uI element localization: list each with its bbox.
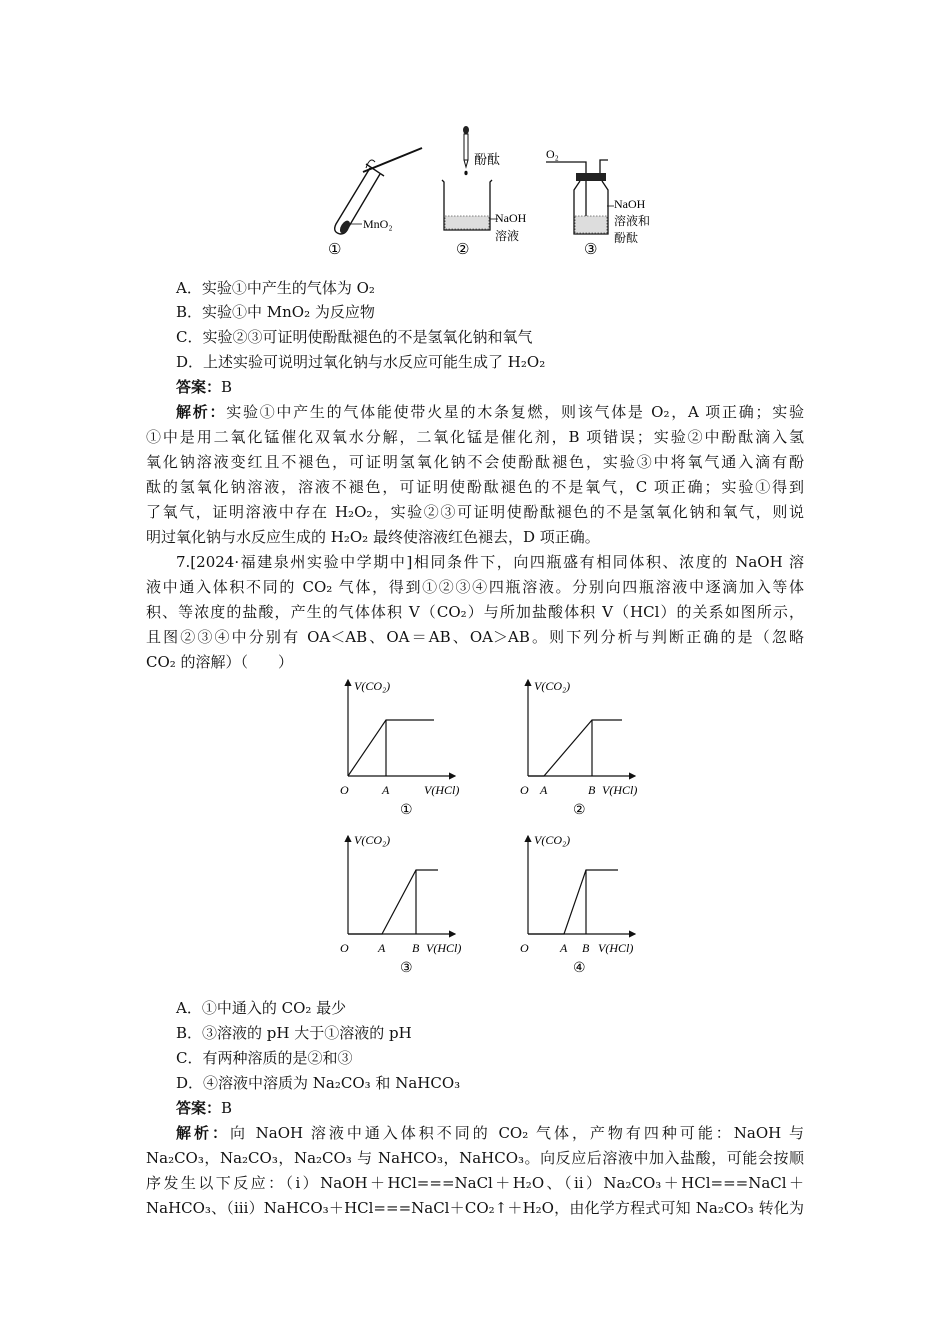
graph-3-x-label: V(HCl) xyxy=(426,941,462,955)
q6-option-a: A．实验①中产生的气体为 O₂ xyxy=(176,279,375,297)
graph-1-origin: O xyxy=(340,783,349,797)
apparatus-figure xyxy=(318,120,658,260)
graph-2-origin: O xyxy=(520,783,529,797)
graphs-figure xyxy=(330,672,660,982)
phenolphthalein-3-label: 酚酞 xyxy=(614,231,639,245)
graph-4-point-b: B xyxy=(582,941,590,955)
q6-analysis-line-3: 氧化钠溶液变红且不褪色，可证明氢氧化钠不会使酚酞褪色，实验③中将氧气通入滴有酚 xyxy=(146,453,804,471)
graph-1-caption: ① xyxy=(400,803,413,818)
answer-label: 答案： xyxy=(176,378,222,396)
q7-option-a: A．①中通入的 CO₂ 最少 xyxy=(176,999,347,1017)
solution-label: 溶液 xyxy=(495,229,520,243)
q6-analysis-line-4: 酞的氢氧化钠溶液，溶液不褪色，可证明使酚酞褪色的不是氧气，C 项正确；实验①得到 xyxy=(146,478,804,496)
graph-4-x-label: V(HCl) xyxy=(598,941,634,955)
q6-option-b: B．实验①中 MnO₂ 为反应物 xyxy=(176,303,375,321)
q7-analysis-line-3: 序发生以下反应：（ⅰ）NaOH＋HCl===NaCl＋H₂O、（ⅱ）Na₂CO₃＋HCl===NaCl＋ xyxy=(146,1174,804,1192)
q7-analysis-line-4: NaHCO₃、（ⅲ）NaHCO₃＋HCl===NaCl＋CO₂↑＋H₂O，由化学方程式可知 Na₂CO₃ 转化为 xyxy=(146,1199,804,1217)
graph-3-y-label: V(CO₂) xyxy=(354,833,391,847)
q6-analysis-line-6: 明过氧化钠与水反应生成的 H₂O₂ 最终使溶液红色褪去，D 项正确。 xyxy=(146,528,600,546)
setup-2-number: ② xyxy=(456,242,470,258)
phenolphthalein-label: 酚酞 xyxy=(474,152,501,167)
q7-option-c: C．有两种溶质的是②和③ xyxy=(176,1049,353,1067)
test-tube-setup xyxy=(328,148,422,258)
q6-option-c: C．实验②③可证明使酚酞褪色的不是氢氧化钠和氧气 xyxy=(176,328,533,346)
q6-answer xyxy=(176,375,232,399)
mno2-label: MnO₂ xyxy=(363,217,393,231)
q6-analysis-line-5: 了氧气，证明溶液中存在 H₂O₂，实验②③可证明使酚酞褪色的不是氢氧化钠和氧气，则说 xyxy=(146,503,804,521)
answer-value: B xyxy=(221,378,233,396)
graph-3-origin: O xyxy=(340,941,349,955)
setup-1-number: ① xyxy=(328,242,342,258)
q7-analysis-line-1: 解析：向 NaOH 溶液中通入体积不同的 CO₂ 气体，产物有四种可能：NaOH 与 xyxy=(176,1124,804,1142)
solution-and-label: 溶液和 xyxy=(614,214,651,228)
o2-label: O₂ xyxy=(546,147,559,161)
q6-analysis-line-2: ①中是用二氧化锰催化双氧水分解，二氧化锰是催化剂，B 项错误；实验②中酚酞滴入氢 xyxy=(146,428,804,446)
graph-3-caption: ③ xyxy=(400,961,413,976)
q7-answer xyxy=(176,1096,232,1120)
graph-4 xyxy=(520,833,635,976)
answer-value: B xyxy=(221,1099,233,1117)
graph-3-point-b: B xyxy=(412,941,420,955)
graph-1 xyxy=(340,679,459,818)
analysis-label: 解析： xyxy=(176,403,227,421)
q6-option-d: D．上述实验可说明过氧化钠与水反应可能生成了 H₂O₂ xyxy=(176,353,546,371)
graph-2-point-b: B xyxy=(588,783,596,797)
q7-stem-line-2: 液中通入体积不同的 CO₂ 气体，得到①②③④四瓶溶液。分别向四瓶溶液中逐滴加入等体 xyxy=(146,578,804,596)
q7-stem-line-1: 7.[2024·福建泉州实验中学期中]相同条件下，向四瓶盛有相同体积、浓度的 NaOH 溶 xyxy=(176,553,804,571)
graph-2-caption: ② xyxy=(573,803,586,818)
q7-stem-line-3: 积、等浓度的盐酸，产生的气体体积 V（CO₂）与所加盐酸体积 V（HCl）的关系如图所示， xyxy=(146,603,804,621)
graph-4-caption: ④ xyxy=(573,961,586,976)
answer-label: 答案： xyxy=(176,1099,222,1117)
q7-analysis-line-2: Na₂CO₃，Na₂CO₃，Na₂CO₃ 与 NaHCO₃，NaHCO₃。向反应后溶液中加入盐酸，可能会按顺 xyxy=(146,1149,804,1167)
naoh-label: NaOH xyxy=(495,211,527,225)
gas-bottle-setup xyxy=(546,147,650,258)
graph-3 xyxy=(340,833,461,976)
q7-stem-line-5: CO₂ 的溶解）（ ） xyxy=(146,653,294,671)
q7-option-d: D．④溶液中溶质为 Na₂CO₃ 和 NaHCO₃ xyxy=(176,1074,461,1092)
graph-2-x-label: V(HCl) xyxy=(602,783,638,797)
graph-3-point-a: A xyxy=(378,941,386,955)
graph-2 xyxy=(520,679,637,818)
analysis-label: 解析： xyxy=(176,1124,230,1142)
graph-1-y-label: V(CO₂) xyxy=(354,679,391,693)
beaker-setup xyxy=(442,126,527,258)
graph-4-y-label: V(CO₂) xyxy=(534,833,571,847)
q7-option-b: B．③溶液的 pH 大于①溶液的 pH xyxy=(176,1024,412,1042)
setup-3-number: ③ xyxy=(584,242,598,258)
q7-stem-line-4: 且图②③④中分别有 OA＜AB、OA＝AB、OA＞AB。则下列分析与判断正确的是（忽略 xyxy=(146,628,804,646)
graph-2-y-label: V(CO₂) xyxy=(534,679,571,693)
graph-1-x-label: V(HCl) xyxy=(424,783,460,797)
q6-analysis-line-1: 解析：实验①中产生的气体能使带火星的木条复燃，则该气体是 O₂，A 项正确；实验 xyxy=(176,403,804,421)
graph-4-origin: O xyxy=(520,941,529,955)
graph-4-point-a: A xyxy=(560,941,568,955)
graph-2-point-a: A xyxy=(540,783,548,797)
graph-1-point-a: A xyxy=(382,783,390,797)
naoh-3-label: NaOH xyxy=(614,197,646,211)
